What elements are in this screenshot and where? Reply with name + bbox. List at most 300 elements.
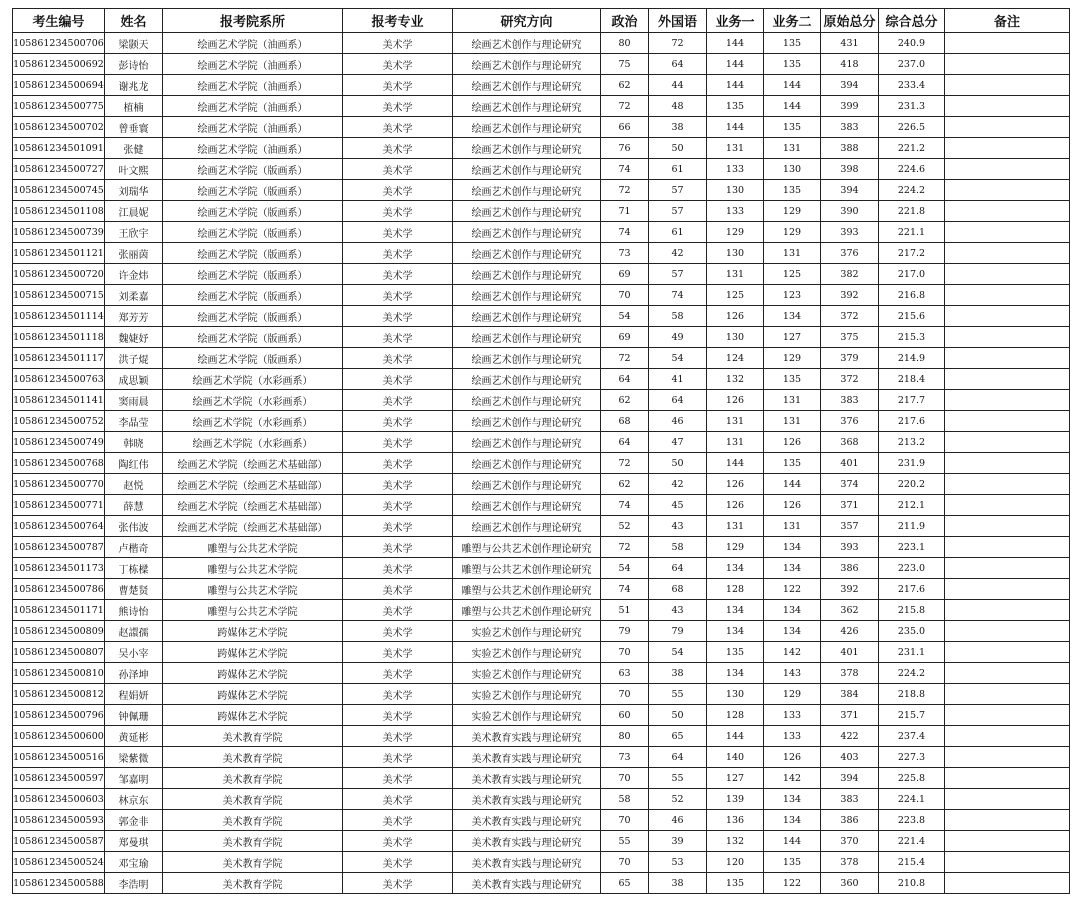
politics-cell: 79: [601, 621, 649, 642]
name-cell: 彭诗怡: [105, 54, 163, 75]
remarks-cell: [945, 348, 1070, 369]
department-cell: 雕塑与公共艺术学院: [163, 579, 343, 600]
department-cell: 绘画艺术学院（绘画艺术基础部）: [163, 516, 343, 537]
department-cell: 雕塑与公共艺术学院: [163, 537, 343, 558]
exam-id-cell: 105861234501091: [13, 138, 105, 159]
department-cell: 绘画艺术学院（油画系）: [163, 54, 343, 75]
col-header-raw-total: 原始总分: [821, 9, 879, 33]
politics-cell: 70: [601, 852, 649, 873]
research-direction-cell: 绘画艺术创作与理论研究: [453, 243, 601, 264]
department-cell: 绘画艺术学院（水彩画系）: [163, 369, 343, 390]
remarks-cell: [945, 810, 1070, 831]
subject-two-cell: 144: [764, 96, 821, 117]
exam-id-cell: 105861234500524: [13, 852, 105, 873]
table-row: [13, 768, 1070, 789]
name-cell: 邹嘉明: [105, 768, 163, 789]
department-cell: 绘画艺术学院（版画系）: [163, 180, 343, 201]
major-cell: 美术学: [343, 810, 453, 831]
remarks-cell: [945, 789, 1070, 810]
politics-cell: 55: [601, 831, 649, 852]
subject-one-cell: 140: [707, 747, 764, 768]
foreign-language-cell: 39: [649, 831, 707, 852]
foreign-language-cell: 43: [649, 516, 707, 537]
subject-one-cell: 125: [707, 285, 764, 306]
raw-total-cell: 375: [821, 327, 879, 348]
subject-one-cell: 131: [707, 264, 764, 285]
department-cell: 跨媒体艺术学院: [163, 642, 343, 663]
raw-total-cell: 379: [821, 348, 879, 369]
raw-total-cell: 401: [821, 642, 879, 663]
foreign-language-cell: 64: [649, 558, 707, 579]
name-cell: 叶文熙: [105, 159, 163, 180]
major-cell: 美术学: [343, 390, 453, 411]
department-cell: 绘画艺术学院（版画系）: [163, 264, 343, 285]
exam-id-cell: 105861234500775: [13, 96, 105, 117]
raw-total-cell: 378: [821, 663, 879, 684]
foreign-language-cell: 42: [649, 474, 707, 495]
table-row: [13, 516, 1070, 537]
composite-total-cell: 217.2: [879, 243, 945, 264]
foreign-language-cell: 38: [649, 117, 707, 138]
department-cell: 绘画艺术学院（版画系）: [163, 327, 343, 348]
table-row: [13, 159, 1070, 180]
raw-total-cell: 360: [821, 873, 879, 894]
research-direction-cell: 美术教育实践与理论研究: [453, 768, 601, 789]
subject-two-cell: 131: [764, 138, 821, 159]
exam-id-cell: 105861234501108: [13, 201, 105, 222]
header-row: [13, 9, 1070, 33]
remarks-cell: [945, 726, 1070, 747]
foreign-language-cell: 79: [649, 621, 707, 642]
composite-total-cell: 217.0: [879, 264, 945, 285]
politics-cell: 70: [601, 810, 649, 831]
subject-one-cell: 127: [707, 768, 764, 789]
raw-total-cell: 386: [821, 810, 879, 831]
name-cell: 郑芳芳: [105, 306, 163, 327]
name-cell: 陶红伟: [105, 453, 163, 474]
research-direction-cell: 雕塑与公共艺术创作理论研究: [453, 558, 601, 579]
foreign-language-cell: 74: [649, 285, 707, 306]
politics-cell: 63: [601, 663, 649, 684]
politics-cell: 72: [601, 96, 649, 117]
subject-two-cell: 122: [764, 873, 821, 894]
politics-cell: 52: [601, 516, 649, 537]
name-cell: 谢兆龙: [105, 75, 163, 96]
major-cell: 美术学: [343, 138, 453, 159]
department-cell: 绘画艺术学院（版画系）: [163, 201, 343, 222]
composite-total-cell: 227.3: [879, 747, 945, 768]
exam-id-cell: 105861234500770: [13, 474, 105, 495]
remarks-cell: [945, 75, 1070, 96]
major-cell: 美术学: [343, 96, 453, 117]
composite-total-cell: 215.7: [879, 705, 945, 726]
raw-total-cell: 372: [821, 369, 879, 390]
research-direction-cell: 绘画艺术创作与理论研究: [453, 390, 601, 411]
name-cell: 薛慧: [105, 495, 163, 516]
name-cell: 吴小宰: [105, 642, 163, 663]
exam-id-cell: 105861234501118: [13, 327, 105, 348]
name-cell: 孙泽坤: [105, 663, 163, 684]
composite-total-cell: 217.7: [879, 390, 945, 411]
exam-id-cell: 105861234500727: [13, 159, 105, 180]
major-cell: 美术学: [343, 222, 453, 243]
exam-id-cell: 105861234500706: [13, 33, 105, 54]
table-row: [13, 600, 1070, 621]
composite-total-cell: 231.9: [879, 453, 945, 474]
subject-one-cell: 139: [707, 789, 764, 810]
subject-one-cell: 135: [707, 873, 764, 894]
major-cell: 美术学: [343, 579, 453, 600]
raw-total-cell: 403: [821, 747, 879, 768]
subject-two-cell: 126: [764, 747, 821, 768]
raw-total-cell: 368: [821, 432, 879, 453]
subject-two-cell: 135: [764, 852, 821, 873]
remarks-cell: [945, 537, 1070, 558]
foreign-language-cell: 50: [649, 705, 707, 726]
subject-two-cell: 142: [764, 768, 821, 789]
name-cell: 张丽茵: [105, 243, 163, 264]
major-cell: 美术学: [343, 453, 453, 474]
name-cell: 黄延彬: [105, 726, 163, 747]
raw-total-cell: 392: [821, 285, 879, 306]
name-cell: 梁紫微: [105, 747, 163, 768]
subject-one-cell: 134: [707, 663, 764, 684]
politics-cell: 74: [601, 495, 649, 516]
subject-two-cell: 122: [764, 579, 821, 600]
department-cell: 绘画艺术学院（油画系）: [163, 33, 343, 54]
subject-two-cell: 135: [764, 117, 821, 138]
raw-total-cell: 431: [821, 33, 879, 54]
subject-two-cell: 135: [764, 369, 821, 390]
name-cell: 李晶莹: [105, 411, 163, 432]
remarks-cell: [945, 663, 1070, 684]
politics-cell: 73: [601, 243, 649, 264]
name-cell: 钟佩珊: [105, 705, 163, 726]
exam-id-cell: 105861234500692: [13, 54, 105, 75]
exam-id-cell: 105861234501121: [13, 243, 105, 264]
exam-id-cell: 105861234500752: [13, 411, 105, 432]
subject-two-cell: 142: [764, 642, 821, 663]
col-header-subject-one: 业务一: [707, 9, 764, 33]
major-cell: 美术学: [343, 642, 453, 663]
foreign-language-cell: 55: [649, 768, 707, 789]
subject-one-cell: 126: [707, 474, 764, 495]
table-row: [13, 621, 1070, 642]
raw-total-cell: 401: [821, 453, 879, 474]
subject-two-cell: 133: [764, 726, 821, 747]
table-row: [13, 705, 1070, 726]
subject-two-cell: 135: [764, 33, 821, 54]
remarks-cell: [945, 33, 1070, 54]
raw-total-cell: 399: [821, 96, 879, 117]
foreign-language-cell: 55: [649, 684, 707, 705]
name-cell: 卢楷奇: [105, 537, 163, 558]
major-cell: 美术学: [343, 117, 453, 138]
subject-one-cell: 144: [707, 117, 764, 138]
research-direction-cell: 绘画艺术创作与理论研究: [453, 453, 601, 474]
raw-total-cell: 370: [821, 831, 879, 852]
department-cell: 绘画艺术学院（油画系）: [163, 75, 343, 96]
politics-cell: 74: [601, 159, 649, 180]
col-header-research-direction: 研究方向: [453, 9, 601, 33]
major-cell: 美术学: [343, 873, 453, 894]
research-direction-cell: 实验艺术创作与理论研究: [453, 684, 601, 705]
subject-one-cell: 128: [707, 579, 764, 600]
subject-two-cell: 144: [764, 831, 821, 852]
research-direction-cell: 实验艺术创作与理论研究: [453, 705, 601, 726]
composite-total-cell: 217.6: [879, 579, 945, 600]
research-direction-cell: 绘画艺术创作与理论研究: [453, 33, 601, 54]
subject-one-cell: 131: [707, 432, 764, 453]
name-cell: 韩晓: [105, 432, 163, 453]
remarks-cell: [945, 180, 1070, 201]
name-cell: 刘柔嘉: [105, 285, 163, 306]
major-cell: 美术学: [343, 621, 453, 642]
major-cell: 美术学: [343, 306, 453, 327]
raw-total-cell: 374: [821, 474, 879, 495]
major-cell: 美术学: [343, 705, 453, 726]
research-direction-cell: 美术教育实践与理论研究: [453, 789, 601, 810]
raw-total-cell: 390: [821, 201, 879, 222]
politics-cell: 74: [601, 579, 649, 600]
raw-total-cell: 418: [821, 54, 879, 75]
subject-one-cell: 130: [707, 684, 764, 705]
politics-cell: 69: [601, 327, 649, 348]
composite-total-cell: 221.4: [879, 831, 945, 852]
foreign-language-cell: 61: [649, 159, 707, 180]
composite-total-cell: 215.6: [879, 306, 945, 327]
name-cell: 张健: [105, 138, 163, 159]
col-header-department: 报考院系所: [163, 9, 343, 33]
composite-total-cell: 223.8: [879, 810, 945, 831]
foreign-language-cell: 49: [649, 327, 707, 348]
exam-id-cell: 105861234500809: [13, 621, 105, 642]
subject-two-cell: 134: [764, 810, 821, 831]
table-row: [13, 222, 1070, 243]
exam-id-cell: 105861234500786: [13, 579, 105, 600]
subject-one-cell: 136: [707, 810, 764, 831]
research-direction-cell: 绘画艺术创作与理论研究: [453, 327, 601, 348]
department-cell: 美术教育学院: [163, 747, 343, 768]
remarks-cell: [945, 495, 1070, 516]
remarks-cell: [945, 852, 1070, 873]
major-cell: 美术学: [343, 432, 453, 453]
composite-total-cell: 212.1: [879, 495, 945, 516]
raw-total-cell: 422: [821, 726, 879, 747]
research-direction-cell: 绘画艺术创作与理论研究: [453, 264, 601, 285]
subject-two-cell: 129: [764, 222, 821, 243]
politics-cell: 64: [601, 432, 649, 453]
politics-cell: 51: [601, 600, 649, 621]
composite-total-cell: 221.8: [879, 201, 945, 222]
department-cell: 绘画艺术学院（油画系）: [163, 117, 343, 138]
major-cell: 美术学: [343, 789, 453, 810]
table-row: [13, 663, 1070, 684]
department-cell: 跨媒体艺术学院: [163, 621, 343, 642]
remarks-cell: [945, 96, 1070, 117]
research-direction-cell: 美术教育实践与理论研究: [453, 852, 601, 873]
remarks-cell: [945, 558, 1070, 579]
politics-cell: 68: [601, 411, 649, 432]
table-row: [13, 243, 1070, 264]
department-cell: 美术教育学院: [163, 726, 343, 747]
major-cell: 美术学: [343, 369, 453, 390]
subject-two-cell: 131: [764, 516, 821, 537]
major-cell: 美术学: [343, 243, 453, 264]
composite-total-cell: 233.4: [879, 75, 945, 96]
table-row: [13, 558, 1070, 579]
remarks-cell: [945, 327, 1070, 348]
composite-total-cell: 217.6: [879, 411, 945, 432]
foreign-language-cell: 46: [649, 810, 707, 831]
exam-id-cell: 105861234500787: [13, 537, 105, 558]
subject-one-cell: 134: [707, 621, 764, 642]
name-cell: 熊诗怡: [105, 600, 163, 621]
research-direction-cell: 实验艺术创作与理论研究: [453, 663, 601, 684]
research-direction-cell: 美术教育实践与理论研究: [453, 831, 601, 852]
politics-cell: 54: [601, 306, 649, 327]
name-cell: 王欣宇: [105, 222, 163, 243]
name-cell: 魏婕妤: [105, 327, 163, 348]
research-direction-cell: 绘画艺术创作与理论研究: [453, 474, 601, 495]
remarks-cell: [945, 516, 1070, 537]
politics-cell: 75: [601, 54, 649, 75]
table-row: [13, 117, 1070, 138]
table-row: [13, 537, 1070, 558]
composite-total-cell: 224.1: [879, 789, 945, 810]
subject-one-cell: 130: [707, 243, 764, 264]
major-cell: 美术学: [343, 537, 453, 558]
subject-one-cell: 126: [707, 390, 764, 411]
politics-cell: 72: [601, 348, 649, 369]
department-cell: 美术教育学院: [163, 852, 343, 873]
major-cell: 美术学: [343, 180, 453, 201]
name-cell: 曹楚贤: [105, 579, 163, 600]
subject-two-cell: 134: [764, 306, 821, 327]
table-row: [13, 432, 1070, 453]
composite-total-cell: 223.0: [879, 558, 945, 579]
score-table: [12, 8, 1070, 894]
remarks-cell: [945, 369, 1070, 390]
politics-cell: 62: [601, 390, 649, 411]
research-direction-cell: 美术教育实践与理论研究: [453, 873, 601, 894]
remarks-cell: [945, 201, 1070, 222]
major-cell: 美术学: [343, 726, 453, 747]
department-cell: 绘画艺术学院（油画系）: [163, 138, 343, 159]
subject-one-cell: 144: [707, 75, 764, 96]
col-header-politics: 政治: [601, 9, 649, 33]
composite-total-cell: 237.0: [879, 54, 945, 75]
remarks-cell: [945, 222, 1070, 243]
table-row: [13, 453, 1070, 474]
exam-id-cell: 105861234500739: [13, 222, 105, 243]
foreign-language-cell: 58: [649, 537, 707, 558]
subject-one-cell: 129: [707, 537, 764, 558]
name-cell: 郭金非: [105, 810, 163, 831]
remarks-cell: [945, 705, 1070, 726]
remarks-cell: [945, 264, 1070, 285]
department-cell: 美术教育学院: [163, 789, 343, 810]
subject-two-cell: 134: [764, 789, 821, 810]
subject-two-cell: 129: [764, 201, 821, 222]
subject-two-cell: 135: [764, 453, 821, 474]
research-direction-cell: 绘画艺术创作与理论研究: [453, 138, 601, 159]
exam-id-cell: 105861234500810: [13, 663, 105, 684]
department-cell: 绘画艺术学院（水彩画系）: [163, 390, 343, 411]
name-cell: 赵悦: [105, 474, 163, 495]
subject-one-cell: 132: [707, 369, 764, 390]
foreign-language-cell: 64: [649, 54, 707, 75]
department-cell: 绘画艺术学院（版画系）: [163, 348, 343, 369]
politics-cell: 66: [601, 117, 649, 138]
raw-total-cell: 376: [821, 243, 879, 264]
foreign-language-cell: 46: [649, 411, 707, 432]
department-cell: 跨媒体艺术学院: [163, 684, 343, 705]
exam-id-cell: 105861234500812: [13, 684, 105, 705]
exam-id-cell: 105861234500593: [13, 810, 105, 831]
major-cell: 美术学: [343, 264, 453, 285]
subject-two-cell: 135: [764, 180, 821, 201]
exam-id-cell: 105861234500720: [13, 264, 105, 285]
research-direction-cell: 实验艺术创作与理论研究: [453, 621, 601, 642]
subject-one-cell: 130: [707, 180, 764, 201]
exam-id-cell: 105861234500587: [13, 831, 105, 852]
subject-two-cell: 133: [764, 705, 821, 726]
raw-total-cell: 394: [821, 180, 879, 201]
remarks-cell: [945, 306, 1070, 327]
raw-total-cell: 394: [821, 75, 879, 96]
research-direction-cell: 绘画艺术创作与理论研究: [453, 75, 601, 96]
table-row: [13, 642, 1070, 663]
subject-two-cell: 130: [764, 159, 821, 180]
col-header-composite-total: 综合总分: [879, 9, 945, 33]
foreign-language-cell: 42: [649, 243, 707, 264]
subject-one-cell: 126: [707, 306, 764, 327]
composite-total-cell: 210.8: [879, 873, 945, 894]
foreign-language-cell: 54: [649, 642, 707, 663]
research-direction-cell: 实验艺术创作与理论研究: [453, 642, 601, 663]
name-cell: 梁颢天: [105, 33, 163, 54]
subject-two-cell: 134: [764, 600, 821, 621]
raw-total-cell: 383: [821, 390, 879, 411]
subject-one-cell: 120: [707, 852, 764, 873]
subject-one-cell: 135: [707, 96, 764, 117]
research-direction-cell: 绘画艺术创作与理论研究: [453, 180, 601, 201]
department-cell: 绘画艺术学院（绘画艺术基础部）: [163, 495, 343, 516]
foreign-language-cell: 68: [649, 579, 707, 600]
table-row: [13, 474, 1070, 495]
politics-cell: 71: [601, 201, 649, 222]
research-direction-cell: 绘画艺术创作与理论研究: [453, 117, 601, 138]
foreign-language-cell: 48: [649, 96, 707, 117]
foreign-language-cell: 64: [649, 747, 707, 768]
remarks-cell: [945, 285, 1070, 306]
table-row: [13, 369, 1070, 390]
composite-total-cell: 215.8: [879, 600, 945, 621]
composite-total-cell: 231.3: [879, 96, 945, 117]
research-direction-cell: 绘画艺术创作与理论研究: [453, 348, 601, 369]
exam-id-cell: 105861234500702: [13, 117, 105, 138]
foreign-language-cell: 45: [649, 495, 707, 516]
research-direction-cell: 绘画艺术创作与理论研究: [453, 495, 601, 516]
exam-id-cell: 105861234501171: [13, 600, 105, 621]
major-cell: 美术学: [343, 474, 453, 495]
subject-two-cell: 144: [764, 474, 821, 495]
subject-two-cell: 126: [764, 432, 821, 453]
politics-cell: 80: [601, 726, 649, 747]
composite-total-cell: 225.8: [879, 768, 945, 789]
exam-id-cell: 105861234500745: [13, 180, 105, 201]
